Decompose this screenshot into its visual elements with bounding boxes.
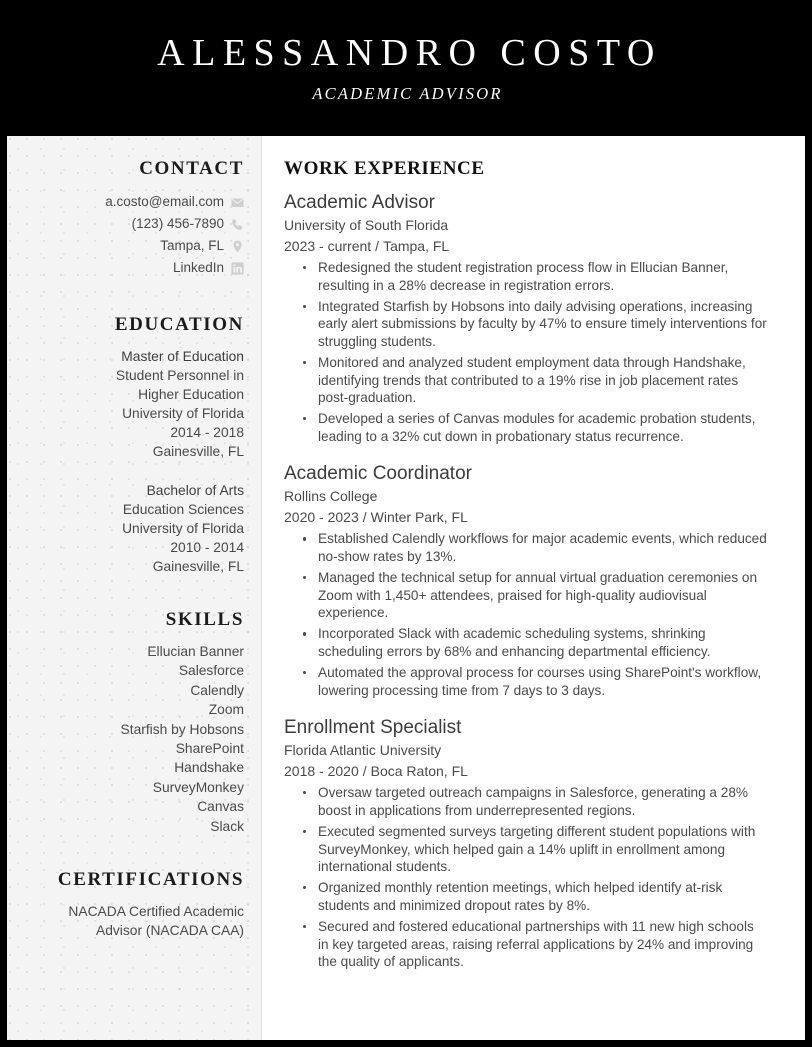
job-location: Tampa, FL <box>383 238 450 254</box>
certification-line: NACADA Certified Academic <box>68 904 244 920</box>
contact-item-email[interactable] <box>17 192 244 212</box>
job-title: Academic Advisor <box>284 192 436 213</box>
work-experience-entry <box>284 190 767 445</box>
contact-item-linkedin[interactable] <box>17 258 244 278</box>
job-bullets <box>284 784 767 970</box>
list-item: Oversaw targeted outreach campaigns in Salesforce, generating a 28% boost in applications from underrepresented regions. <box>301 784 767 819</box>
list-item: Managed the technical setup for annual virtual graduation ceremonies on Zoom with 1,450+ attendees, praised for high-quality audiovisual experience. <box>301 569 767 622</box>
list-item: Developed a series of Canvas modules for academic probation students, leading to a 32% cut down in probationary status recurrence. <box>301 410 767 445</box>
list-item: SurveyMonkey <box>152 779 244 795</box>
job-dates: 2023 - current <box>284 238 372 254</box>
job-title: Academic Coordinator <box>284 463 472 485</box>
job-dates: 2018 - 2020 <box>284 763 359 780</box>
main-content <box>262 136 805 1040</box>
education-years: 2010 - 2014 <box>170 540 244 555</box>
list-item: Executed segmented surveys targeting different student populations with SurveyMonkey, which helped gain a 14% uplift in enrollment among international students. <box>301 823 767 876</box>
job-meta-separator: / <box>375 238 380 254</box>
contact-phone-text: (123) 456-7890 <box>131 216 224 231</box>
contact-list <box>17 192 244 278</box>
list-item: Calendly <box>190 682 244 698</box>
education-degree: Bachelor of Arts <box>146 483 244 498</box>
list-item: Monitored and analyzed student employment data through Handshake, identifying trends that contributed to a 19% rise in job placement rates post-graduation. <box>301 354 767 407</box>
list-item: SharePoint <box>175 741 244 757</box>
education-school: University of Florida <box>122 521 244 536</box>
sidebar <box>7 136 262 1040</box>
contact-email-text: a.costo@email.com <box>105 194 224 209</box>
work-experience-entry <box>284 715 767 970</box>
location-pin-icon <box>231 240 244 253</box>
candidate-name: ALESSANDRO COSTO <box>157 31 662 74</box>
job-title: Enrollment Specialist <box>284 717 462 739</box>
education-entry <box>17 481 244 576</box>
list-item: Secured and fostered educational partnerships with 11 new high schools in key targeted areas, raising referral applications by 24% and improving the quality of applicants. <box>301 918 767 971</box>
phone-icon <box>231 218 244 231</box>
list-item: Slack <box>210 818 244 834</box>
list-item: Salesforce <box>178 663 244 679</box>
job-location: Boca Raton, FL <box>370 763 468 780</box>
envelope-icon <box>231 196 244 209</box>
list-item: Integrated Starfish by Hobsons into daily advising operations, increasing early alert submissions by faculty by 47% to ensure timely interventions for struggling students. <box>301 298 767 351</box>
education-degree: Master of Education <box>121 349 244 364</box>
job-meta-separator: / <box>362 763 367 780</box>
contact-linkedin-text: LinkedIn <box>172 260 224 275</box>
education-field-line: Student Personnel in <box>115 368 244 383</box>
list-item: Ellucian Banner <box>147 644 244 659</box>
job-company: University of South Florida <box>284 217 449 233</box>
list-item: Zoom <box>208 702 244 718</box>
contact-item-phone[interactable] <box>17 214 244 234</box>
education-field-line: Higher Education <box>138 387 244 402</box>
list-item: Automated the approval process for courses using SharePoint's workflow, lowering processing time from 7 days to 3 days. <box>301 664 767 699</box>
list-item: Incorporated Slack with academic scheduling systems, shrinking scheduling errors by 68% and enhancing departmental efficiency. <box>301 625 767 660</box>
job-dates: 2020 - 2023 <box>284 509 359 526</box>
section-heading-work-experience: WORK EXPERIENCE <box>284 158 485 179</box>
section-heading-skills: SKILLS <box>165 609 244 630</box>
resume-body <box>7 136 805 1040</box>
list-item: Starfish by Hobsons <box>120 721 244 737</box>
list-item: Canvas <box>197 799 244 815</box>
section-heading-education: EDUCATION <box>114 314 244 335</box>
list-item: Handshake <box>174 760 244 776</box>
linkedin-icon <box>231 262 244 275</box>
job-meta <box>284 507 767 528</box>
work-experience-entry <box>284 461 767 699</box>
skills-list <box>17 642 244 836</box>
education-field-line: Education Sciences <box>122 502 244 517</box>
education-location: Gainesville, FL <box>152 559 244 574</box>
job-meta <box>284 236 767 257</box>
education-school: University of Florida <box>122 406 244 421</box>
job-meta-separator: / <box>362 509 367 526</box>
job-bullets <box>284 259 767 445</box>
education-years: 2014 - 2018 <box>170 425 244 440</box>
job-location: Winter Park, FL <box>370 509 468 526</box>
education-entry <box>17 347 244 461</box>
section-heading-contact: CONTACT <box>139 158 244 179</box>
job-company: Rollins College <box>284 488 378 505</box>
job-company: Florida Atlantic University <box>284 742 442 759</box>
job-meta <box>284 761 767 782</box>
certification-line: Advisor (NACADA CAA) <box>96 923 244 939</box>
section-heading-certifications: CERTIFICATIONS <box>57 869 244 891</box>
candidate-job-title: ACADEMIC ADVISOR <box>312 83 503 103</box>
resume-header <box>0 0 812 136</box>
list-item: Established Calendly workflows for major academic events, which reduced no-show rates by 13%. <box>301 530 767 565</box>
contact-item-location[interactable] <box>17 236 244 256</box>
certification-entry <box>17 902 244 940</box>
contact-location-text: Tampa, FL <box>160 238 224 253</box>
education-location: Gainesville, FL <box>152 444 244 459</box>
job-bullets <box>284 530 767 699</box>
list-item: Redesigned the student registration process flow in Ellucian Banner, resulting in a 28% decrease in registration errors. <box>301 259 767 294</box>
list-item: Organized monthly retention meetings, which helped identify at-risk students and minimized dropout rates by 8%. <box>301 879 767 914</box>
